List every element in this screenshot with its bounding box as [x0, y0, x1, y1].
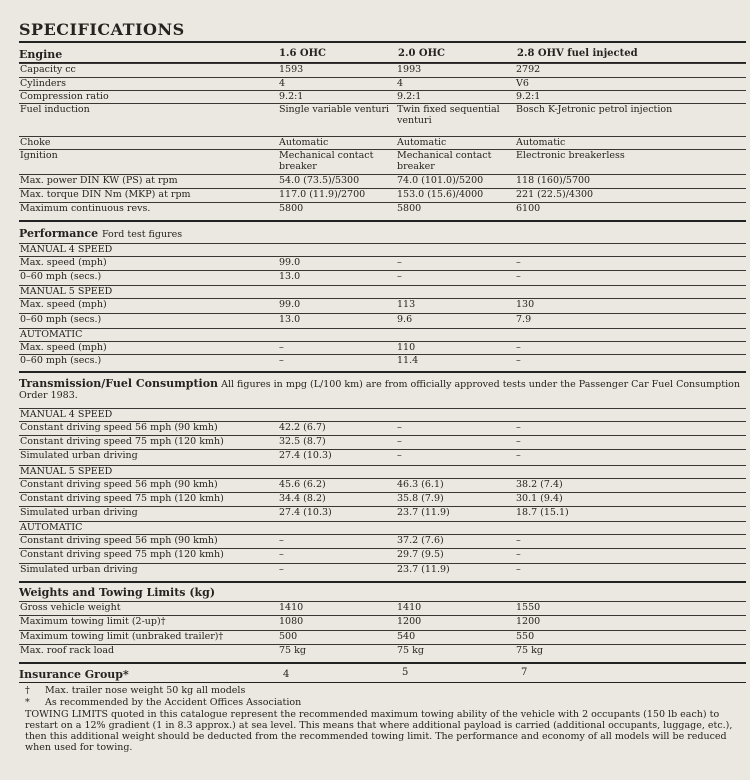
transmission-row [19, 435, 746, 450]
footnote-star-text: As recommended by the Accident Offices Association [45, 697, 302, 708]
row-label: Constant driving speed 56 mph (90 kmh) [20, 479, 218, 490]
row-label: Compression ratio [20, 91, 109, 102]
cell-col-1: 32.5 (8.7) [279, 436, 326, 447]
transmission-row [19, 465, 746, 479]
performance-row [19, 270, 746, 286]
performance-title: Performance [19, 227, 99, 240]
cell-col-3: – [516, 436, 521, 447]
cell-col-3: 221 (22.5)/4300 [516, 189, 594, 200]
section-rule [19, 220, 746, 222]
column-header-2: 2.0 OHC [398, 48, 445, 59]
weights-row [19, 601, 746, 616]
engine-row [19, 77, 746, 91]
cell-col-2: Automatic [397, 137, 447, 148]
section-rule [19, 371, 746, 373]
cell-col-2: 46.3 (6.1) [397, 479, 444, 490]
cell-col-3: 550 [516, 631, 535, 642]
cell-col-2: 37.2 (7.6) [397, 535, 444, 546]
cell-col-3: 1200 [516, 616, 541, 627]
row-label: MANUAL 4 SPEED [20, 409, 113, 420]
row-label: Max. roof rack load [20, 645, 115, 656]
row-label: Ignition [20, 150, 58, 161]
cell-col-1: 99.0 [279, 299, 301, 310]
performance-note: Ford test figures [101, 229, 183, 240]
transmission-row [19, 478, 746, 493]
cell-col-1: 5800 [279, 203, 304, 214]
transmission-row [19, 563, 746, 582]
footnote-dagger-text: Max. trailer nose weight 50 kg all models [45, 685, 246, 696]
engine-row [19, 174, 746, 189]
cell-col-2: – [397, 271, 402, 282]
engine-row [19, 90, 746, 104]
footnote-dagger [25, 685, 745, 696]
cell-col-3: – [516, 535, 521, 546]
insurance-value-3: 7 [521, 667, 528, 678]
transmission-row [19, 548, 746, 564]
row-label: Constant driving speed 56 mph (90 kmh) [20, 422, 218, 433]
cell-col-2: 9.2:1 [397, 91, 422, 102]
cell-col-1: 9.2:1 [279, 91, 304, 102]
cell-col-1: 13.0 [279, 314, 301, 325]
insurance-value-2: 5 [402, 667, 409, 678]
row-label: Constant driving speed 75 mph (120 kmh) [20, 493, 224, 504]
row-label: 0–60 mph (secs.) [20, 271, 102, 282]
cell-col-3: – [516, 450, 521, 461]
cell-col-2: 113 [397, 299, 416, 310]
cell-col-3: – [516, 564, 521, 575]
cell-col-1: 42.2 (6.7) [279, 422, 326, 433]
cell-col-3: 75 kg [516, 645, 543, 656]
cell-col-1: 4 [279, 78, 286, 89]
cell-col-1: 54.0 (73.5)/5300 [279, 175, 360, 186]
cell-col-3: – [516, 355, 521, 366]
row-label: Maximum towing limit (unbraked trailer)† [20, 631, 224, 642]
row-label: Choke [20, 137, 51, 148]
cell-col-3: 130 [516, 299, 535, 310]
engine-header: Engine [19, 48, 63, 61]
row-label: Max. speed (mph) [20, 257, 107, 268]
engine-row [19, 63, 746, 78]
cell-col-3: V6 [516, 78, 529, 89]
transmission-row [19, 408, 746, 422]
row-label: Constant driving speed 75 mph (120 kmh) [20, 436, 224, 447]
row-label: MANUAL 5 SPEED [20, 286, 113, 297]
transmission-row [19, 449, 746, 466]
title-rule [19, 41, 746, 43]
cell-col-2: 29.7 (9.5) [397, 549, 444, 560]
cell-col-3: Electronic breakerless [516, 150, 625, 161]
row-label: Simulated urban driving [20, 450, 138, 461]
cell-col-1: – [279, 549, 284, 560]
cell-col-3: 30.1 (9.4) [516, 493, 563, 504]
engine-row [19, 149, 746, 175]
cell-col-3: 118 (160)/5700 [516, 175, 591, 186]
cell-col-2: 110 [397, 342, 416, 353]
cell-col-3: – [516, 422, 521, 433]
cell-col-1: Automatic [279, 137, 329, 148]
row-label: 0–60 mph (secs.) [20, 314, 102, 325]
cell-col-1: 117.0 (11.9)/2700 [279, 189, 366, 200]
weights-row [19, 644, 746, 663]
cell-col-1: – [279, 342, 284, 353]
cell-col-2: – [397, 257, 402, 268]
row-label: Simulated urban driving [20, 507, 138, 518]
performance-row [19, 341, 746, 355]
performance-row [19, 328, 746, 342]
dagger-symbol: † [25, 685, 30, 696]
performance-row [19, 298, 746, 314]
cell-col-3: 9.2:1 [516, 91, 541, 102]
row-label: Max. power DIN KW (PS) at rpm [20, 175, 178, 186]
cell-col-2: 11.4 [397, 355, 419, 366]
towing-limits-note: TOWING LIMITS quoted in this catalogue represent the recommended maximum towing ability of the vehicle with 2 occupants (150 lb each) to restart on a 12% gradient (1 in 8.3 approx.) at sea level. This means that where additional payload is carried (additional occupants, luggage, etc.), then this additional weight should be deducted from the recommended towing limit. The performance and economy of all models will be reduced when used for towing. [25, 709, 733, 753]
cell-col-1: 13.0 [279, 271, 301, 282]
section-rule [19, 581, 746, 583]
row-label: Capacity cc [20, 64, 76, 75]
cell-col-2: 35.8 (7.9) [397, 493, 444, 504]
transmission-note: All figures in mpg (L/100 km) are from officially approved tests under the Passenger Car Fuel Consumption Order 1983. [19, 379, 740, 401]
performance-row [19, 256, 746, 271]
transmission-row [19, 534, 746, 549]
cell-col-2: 5800 [397, 203, 422, 214]
page-title: SPECIFICATIONS [19, 20, 185, 39]
cell-col-2: 9.6 [397, 314, 413, 325]
performance-row [19, 313, 746, 329]
engine-row [19, 202, 746, 221]
cell-col-2: 75 kg [397, 645, 424, 656]
performance-header [19, 227, 182, 243]
row-label: Constant driving speed 56 mph (90 kmh) [20, 535, 218, 546]
cell-col-1: 34.4 (8.2) [279, 493, 326, 504]
engine-row [19, 103, 746, 137]
transmission-row [19, 506, 746, 522]
weights-header: Weights and Towing Limits (kg) [19, 586, 216, 599]
engine-row [19, 136, 746, 150]
cell-col-1: 75 kg [279, 645, 306, 656]
cell-col-3: – [516, 342, 521, 353]
cell-col-1: 1410 [279, 602, 304, 613]
insurance-value-1: 4 [283, 669, 290, 680]
cell-col-3: 38.2 (7.4) [516, 479, 563, 490]
row-label: MANUAL 4 SPEED [20, 244, 113, 255]
row-label: Cylinders [20, 78, 66, 89]
weights-row [19, 615, 746, 631]
transmission-row [19, 521, 746, 535]
cell-col-2: 1200 [397, 616, 422, 627]
cell-col-3: Automatic [516, 137, 566, 148]
cell-col-2: Twin fixed sequential venturi [397, 104, 500, 126]
row-label: MANUAL 5 SPEED [20, 466, 113, 477]
cell-col-2: – [397, 422, 402, 433]
performance-row [19, 285, 746, 299]
transmission-header [19, 378, 744, 401]
cell-col-1: – [279, 564, 284, 575]
cell-col-2: 1410 [397, 602, 422, 613]
column-header-3: 2.8 OHV fuel injected [517, 48, 638, 59]
cell-col-1: – [279, 355, 284, 366]
row-label: Constant driving speed 75 mph (120 kmh) [20, 549, 224, 560]
cell-col-2: 74.0 (101.0)/5200 [397, 175, 484, 186]
cell-col-1: 1080 [279, 616, 304, 627]
cell-col-2: – [397, 450, 402, 461]
transmission-row [19, 492, 746, 507]
cell-col-1: 45.6 (6.2) [279, 479, 326, 490]
cell-col-2: 1993 [397, 64, 422, 75]
cell-col-2: – [397, 436, 402, 447]
cell-col-3: 6100 [516, 203, 541, 214]
row-label: Simulated urban driving [20, 564, 138, 575]
transmission-row [19, 421, 746, 436]
row-label: Gross vehicle weight [20, 602, 121, 613]
performance-row [19, 243, 746, 257]
row-label: Max. torque DIN Nm (MKP) at rpm [20, 189, 191, 200]
cell-col-3: – [516, 549, 521, 560]
cell-col-1: 27.4 (10.3) [279, 507, 332, 518]
cell-col-3: Bosch K-Jetronic petrol injection [516, 104, 673, 115]
cell-col-1: 27.4 (10.3) [279, 450, 332, 461]
weights-row [19, 630, 746, 645]
cell-col-3: 1550 [516, 602, 541, 613]
row-label: Max. speed (mph) [20, 342, 107, 353]
star-symbol: * [25, 697, 30, 708]
row-label: Max. speed (mph) [20, 299, 107, 310]
transmission-title: Transmission/Fuel Consumption [19, 377, 219, 390]
section-rule [19, 662, 746, 664]
row-label: 0–60 mph (secs.) [20, 355, 102, 366]
cell-col-2: 4 [397, 78, 404, 89]
insurance-header: Insurance Group* [19, 668, 129, 681]
cell-col-3: – [516, 271, 521, 282]
cell-col-3: 18.7 (15.1) [516, 507, 569, 518]
cell-col-1: 99.0 [279, 257, 301, 268]
row-label: AUTOMATIC [20, 329, 83, 340]
cell-col-3: – [516, 257, 521, 268]
cell-col-1: 500 [279, 631, 298, 642]
cell-col-3: 7.9 [516, 314, 532, 325]
cell-col-2: 153.0 (15.6)/4000 [397, 189, 484, 200]
cell-col-3: 2792 [516, 64, 541, 75]
cell-col-2: 23.7 (11.9) [397, 507, 450, 518]
engine-row [19, 188, 746, 203]
column-header-1: 1.6 OHC [279, 48, 326, 59]
row-label: AUTOMATIC [20, 522, 83, 533]
cell-col-1: Mechanical contact breaker [279, 150, 374, 172]
row-label: Maximum continuous revs. [20, 203, 151, 214]
cell-col-1: 1593 [279, 64, 304, 75]
row-label: Fuel induction [20, 104, 90, 115]
section-rule [19, 682, 746, 683]
row-label: Maximum towing limit (2-up)† [20, 616, 166, 627]
performance-row [19, 354, 746, 372]
cell-col-1: – [279, 535, 284, 546]
cell-col-2: Mechanical contact breaker [397, 150, 492, 172]
cell-col-2: 23.7 (11.9) [397, 564, 450, 575]
cell-col-2: 540 [397, 631, 416, 642]
cell-col-1: Single variable venturi [279, 104, 390, 115]
footnote-star [25, 697, 745, 708]
